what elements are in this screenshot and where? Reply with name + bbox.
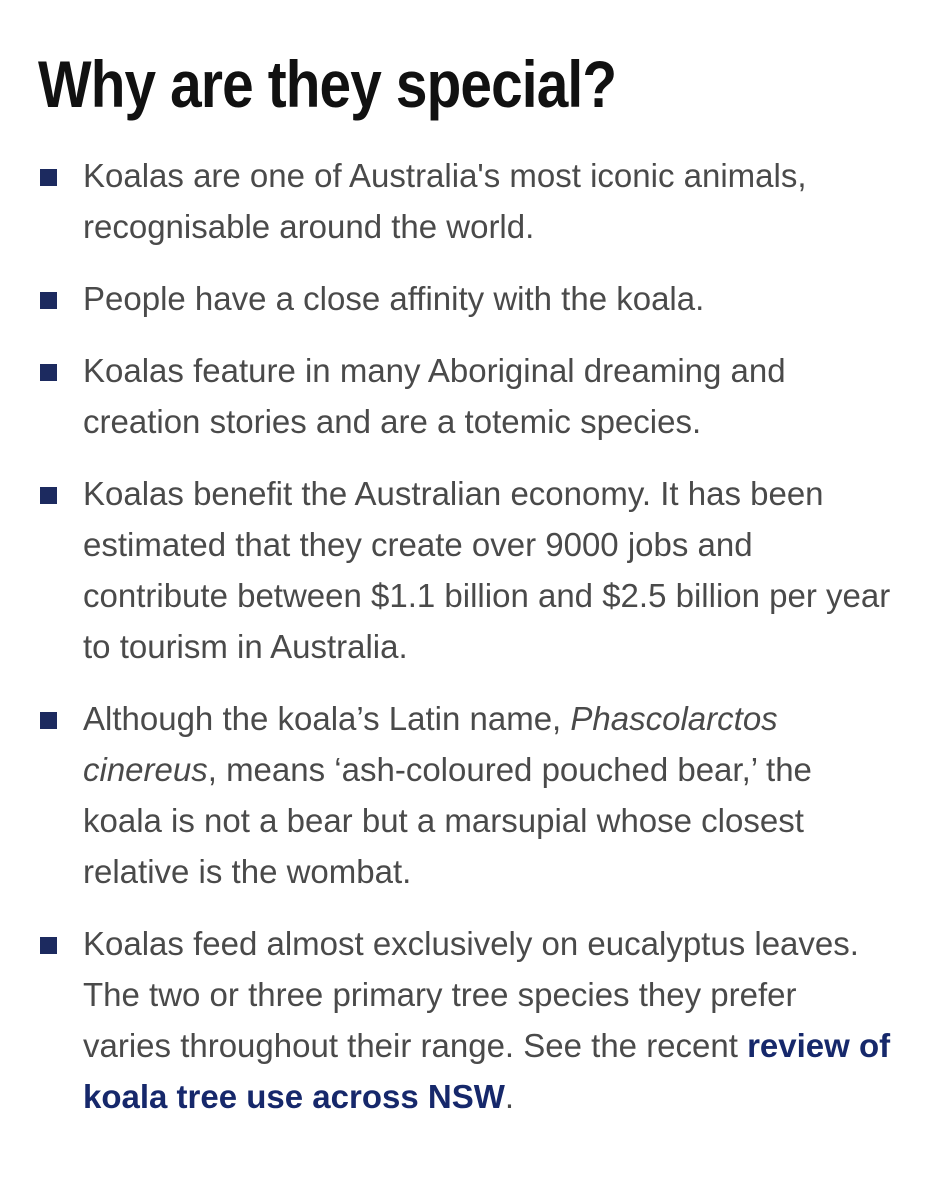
list-item-text: Koalas feature in many Aboriginal dreaming and creation stories and are a totemic species. bbox=[83, 352, 786, 440]
square-bullet-icon bbox=[40, 487, 57, 504]
list-item bbox=[0, 150, 932, 252]
square-bullet-icon bbox=[40, 364, 57, 381]
square-bullet-icon bbox=[40, 169, 57, 186]
list-item-text: Koalas benefit the Australian economy. It has been estimated that they create over 9000 jobs and contribute between $1.1 billion and $2.5 billion per year to tourism in Australia. bbox=[83, 475, 891, 665]
list-item-text: Koalas are one of Australia's most iconic animals, recognisable around the world. bbox=[83, 157, 807, 245]
bullet-list bbox=[0, 150, 932, 1122]
list-item-text: People have a close affinity with the koala. bbox=[83, 280, 705, 317]
list-item-text-after: , means ‘ash-coloured pouched bear,’ the koala is not a bear but a marsupial whose closest relative is the wombat. bbox=[83, 751, 812, 890]
list-item-text-after: . bbox=[504, 1078, 515, 1115]
section-heading: Why are they special? bbox=[38, 47, 617, 121]
list-item bbox=[0, 345, 932, 447]
latin-name: Phascolarctos cinereus bbox=[83, 700, 778, 788]
list-item bbox=[0, 693, 932, 897]
list-item-text-before: Although the koala’s Latin name, bbox=[83, 700, 571, 737]
list-item bbox=[0, 273, 932, 324]
list-item bbox=[0, 468, 932, 672]
list-item-text-before: Koalas feed almost exclusively on eucalyptus leaves. The two or three primary tree species they prefer varies throughout their range. See the recent bbox=[83, 925, 859, 1064]
square-bullet-icon bbox=[40, 712, 57, 729]
koala-tree-use-review-link[interactable]: review of koala tree use across NSW bbox=[83, 1027, 891, 1115]
list-item bbox=[0, 918, 932, 1122]
square-bullet-icon bbox=[40, 292, 57, 309]
square-bullet-icon bbox=[40, 937, 57, 954]
